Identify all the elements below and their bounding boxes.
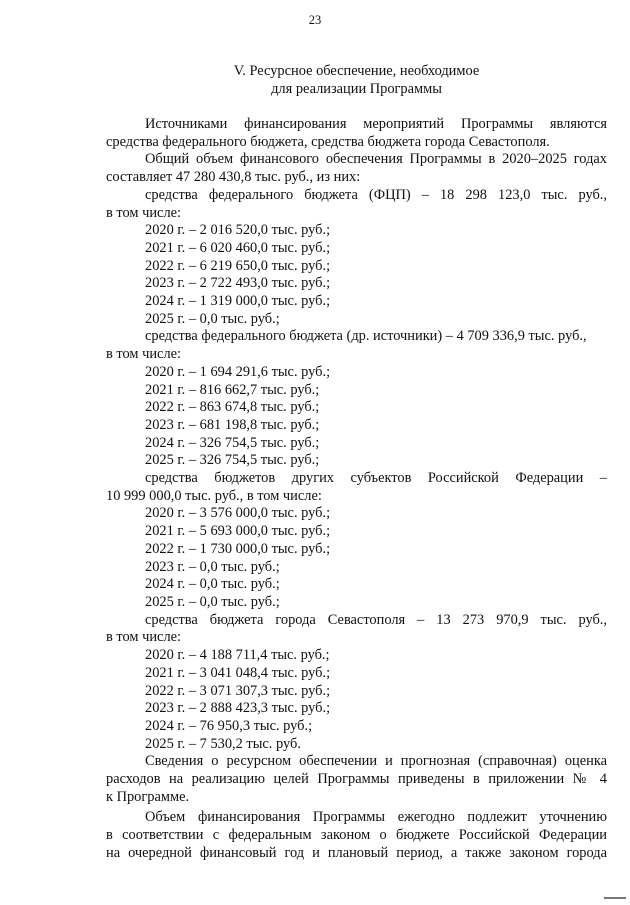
sources-paragraph-line-1: Источниками финансирования мероприятий Программы являются [145, 116, 607, 132]
funding-group-other-subjects-intro: средства бюджетов других субъектов Российской Федерации – [145, 470, 607, 487]
year-amount-line: 2021 г. – 3 041 048,4 тыс. руб.; [145, 664, 331, 681]
funding-group-federal-other-intro: средства федерального бюджета (др. источники) – 4 709 336,9 тыс. руб., [145, 328, 587, 345]
funding-group-federal-ftsp-subhead: в том числе: [106, 204, 182, 221]
funding-group-sevastopol-intro: средства бюджета города Севастополя – 13 273 970,9 тыс. руб., [145, 611, 607, 628]
year-amount-line: 2020 г. – 4 188 711,4 тыс. руб.; [145, 647, 330, 664]
year-amount-line: 2021 г. – 6 020 460,0 тыс. руб.; [145, 239, 331, 256]
section-heading [106, 63, 607, 98]
funding-group-sevastopol-subhead: в том числе: [106, 629, 182, 646]
year-amount-line: 2023 г. – 2 888 423,3 тыс. руб.; [145, 700, 331, 717]
info-paragraph-line-2: расходов на реализацию целей Программы приведены в приложении № 4 [106, 771, 607, 788]
year-amount-line: 2023 г. – 681 198,8 тыс. руб.; [145, 416, 320, 433]
year-amount-line: 2024 г. – 326 754,5 тыс. руб.; [145, 434, 320, 451]
funding-group-federal-other-subhead: в том числе: [106, 346, 182, 363]
year-amount-line: 2025 г. – 7 530,2 тыс. руб. [145, 735, 301, 752]
section-heading-line-2: для реализации Программы [271, 80, 442, 97]
year-amount-line: 2022 г. – 1 730 000,0 тыс. руб.; [145, 540, 331, 557]
info-paragraph-line-1: Сведения о ресурсном обеспечении и прогнозная (справочная) оценка [145, 753, 607, 770]
volume-paragraph-line-3: на очередной финансовый год и плановый период, а также законом города [106, 844, 607, 861]
sources-paragraph-line-2: средства федерального бюджета, средства бюджета города Севастополя. [106, 133, 550, 150]
section-heading-line-1: V. Ресурсное обеспечение, необходимое [233, 63, 480, 79]
year-amount-line: 2020 г. – 2 016 520,0 тыс. руб.; [145, 222, 331, 239]
funding-group-federal-ftsp-intro: средства федерального бюджета (ФЦП) – 18 298 123,0 тыс. руб., [145, 186, 607, 203]
year-amount-line: 2020 г. – 1 694 291,6 тыс. руб.; [145, 363, 331, 380]
year-amount-line: 2025 г. – 0,0 тыс. руб.; [145, 310, 280, 327]
page-number: 23 [308, 13, 322, 27]
year-amount-line: 2025 г. – 0,0 тыс. руб.; [145, 593, 280, 610]
year-amount-line: 2022 г. – 3 071 307,3 тыс. руб.; [145, 682, 331, 699]
funding-group-other-subjects-subhead: 10 999 000,0 тыс. руб., в том числе: [106, 487, 322, 504]
year-amount-line: 2021 г. – 816 662,7 тыс. руб.; [145, 381, 320, 398]
volume-paragraph-line-1: Объем финансирования Программы ежегодно подлежит уточнению [145, 809, 607, 826]
year-amount-line: 2022 г. – 6 219 650,0 тыс. руб.; [145, 257, 331, 274]
year-amount-line: 2024 г. – 76 950,3 тыс. руб.; [145, 717, 313, 734]
volume-paragraph-line-2: в соответствии с федеральным законом о бюджете Российской Федерации [106, 827, 607, 844]
year-amount-line: 2024 г. – 0,0 тыс. руб.; [145, 576, 280, 593]
total-paragraph-line-1: Общий объем финансового обеспечения Программы в 2020–2025 годах [145, 151, 607, 168]
scan-edge-mark [604, 897, 626, 899]
year-amount-line: 2024 г. – 1 319 000,0 тыс. руб.; [145, 293, 331, 310]
year-amount-line: 2020 г. – 3 576 000,0 тыс. руб.; [145, 505, 331, 522]
document-body [106, 116, 607, 863]
year-amount-line: 2022 г. – 863 674,8 тыс. руб.; [145, 399, 320, 416]
info-paragraph-line-3: к Программе. [106, 788, 190, 805]
year-amount-line: 2023 г. – 2 722 493,0 тыс. руб.; [145, 275, 331, 292]
year-amount-line: 2023 г. – 0,0 тыс. руб.; [145, 558, 280, 575]
year-amount-line: 2025 г. – 326 754,5 тыс. руб.; [145, 452, 320, 469]
year-amount-line: 2021 г. – 5 693 000,0 тыс. руб.; [145, 523, 331, 540]
total-paragraph-line-2: составляет 47 280 430,8 тыс. руб., из них: [106, 169, 361, 186]
